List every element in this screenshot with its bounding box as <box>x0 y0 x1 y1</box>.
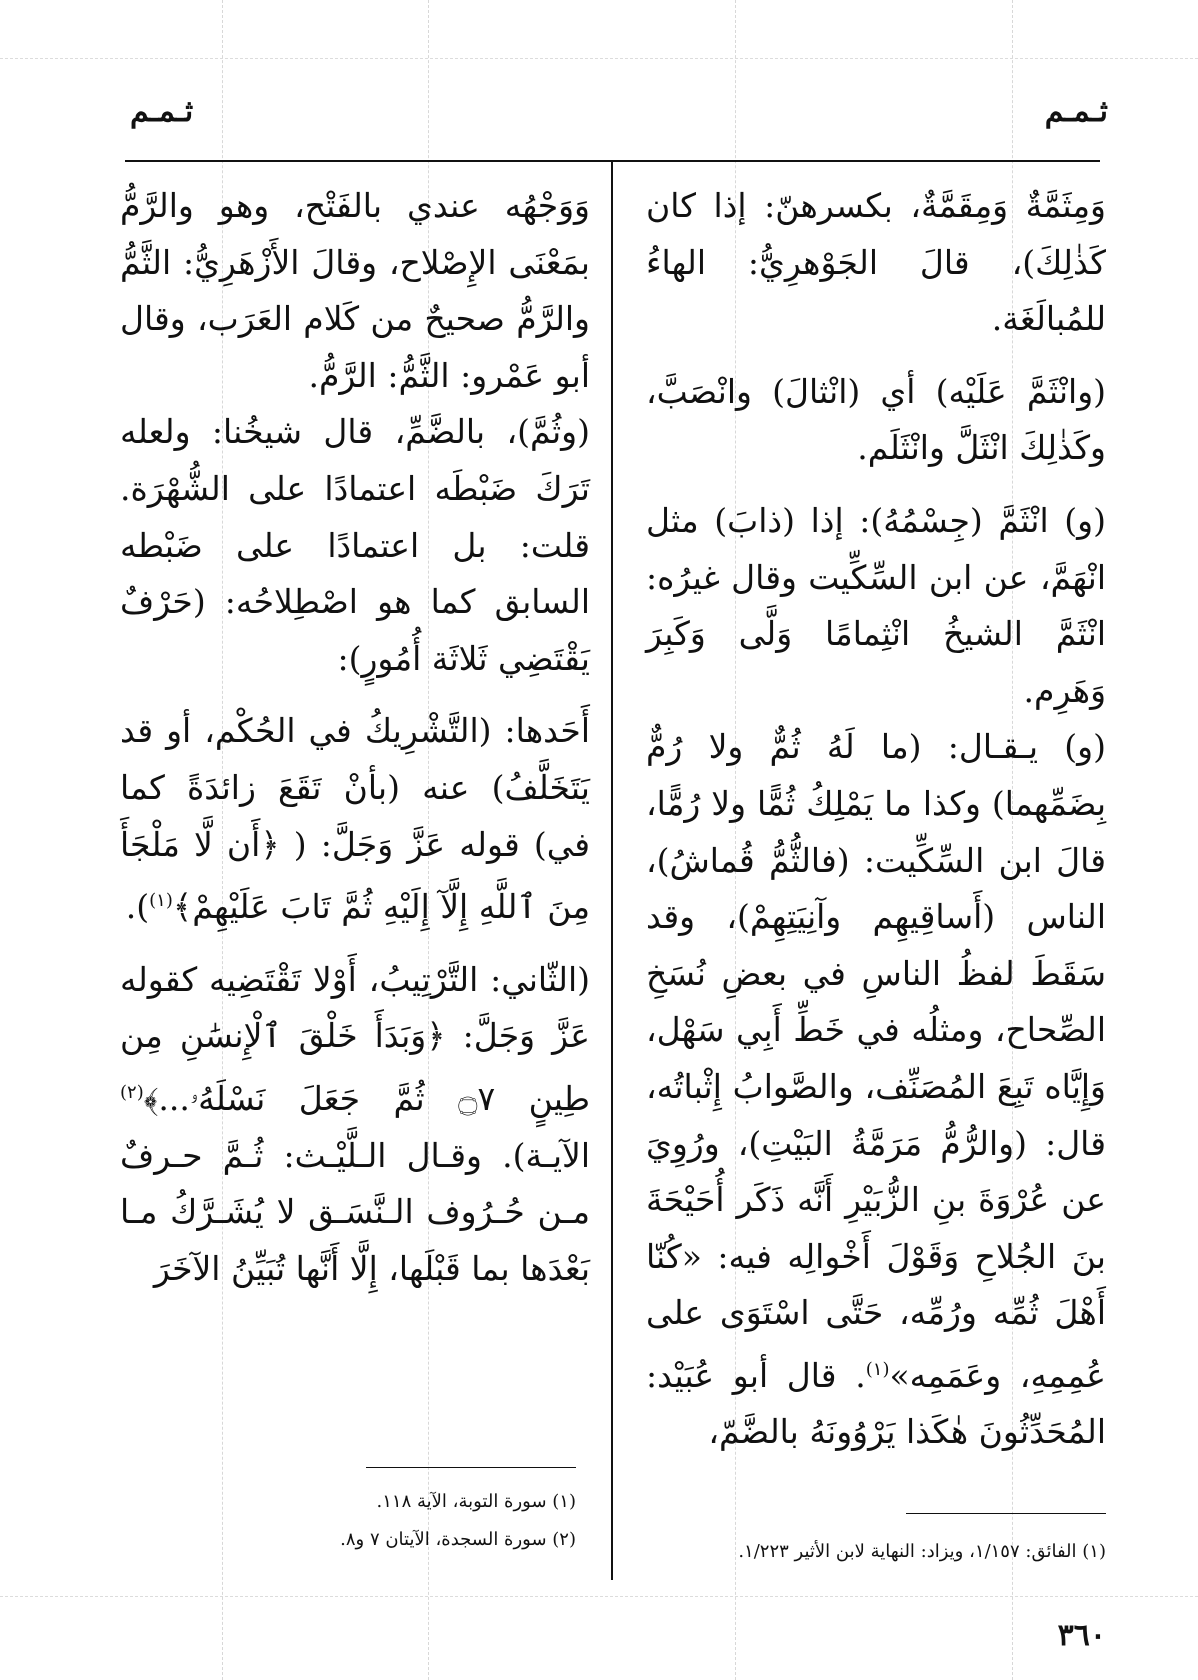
left-column <box>120 178 590 1297</box>
footnote-rule <box>906 1513 1106 1514</box>
page-number: ٣٦٠ <box>1057 1618 1106 1653</box>
running-head-right: ثـمـم <box>1044 94 1108 129</box>
paragraph-text: أَحَدها: (التَّشْرِيكُ في الحُكْم، أو قد يَتَخَلَّفُ) عنه (بأنْ تَقَعَ زائدَةً كما في) قوله عَزَّ وَجَلَّ: ( ﴿أَن لَّا مَلْجَأَ مِنَ ٱللَّهِ إِلَّآ إِلَيْهِ ثُمَّ تَابَ عَلَيْهِمْ﴾ <box>120 711 590 927</box>
right-column <box>646 178 1106 1461</box>
running-head-left: ثـمـم <box>130 94 194 129</box>
column-divider <box>611 160 613 1580</box>
footnote-marker: (١) <box>865 1358 890 1380</box>
scan-guide-line <box>0 58 1198 59</box>
footnote-marker: (١) <box>149 890 173 912</box>
scan-guide-line <box>0 1596 1198 1597</box>
paragraph: (وثُمَّ)، بالضَّمِّ، قال شيخُنا: ولعله تَرَكَ ضَبْطَه اعتمادًا على الشُّهْرَة. قلت: بل اعتمادًا على ضَبْطه السابق كما هو اصْطِلاحُه: (حَرْفٌ يَقْتَضِي ثَلاثَة أُمُورٍ): <box>120 412 590 678</box>
footnote: (٢) سورة السجدة، الآيتان ٧ و٨. <box>340 1529 576 1550</box>
paragraph: وَوَجْهُه عندي بالفَتْح، وهو والرَّمُّ بمَعْنَى الإِصْلاح، وقالَ الأَزْهَرِيُّ: الثَّمُّ والرَّمُّ صحيحٌ من كَلام العَرَب، وقال أبو عَمْرو: الثَّمُّ: الرَّمُّ. <box>120 186 590 395</box>
paragraph-text: الآيـة). وقـال الـلَّيْـث: ثُـمَّ حـرفٌ مـن حُـرُوف الـنَّسَـق لا يُشَـرَّكُ مـا بَعْدَها بما قَبْلَها، إِلَّا أَنَّها تُبَيِّنُ الآخَرَ <box>120 1135 590 1288</box>
paragraph-text: (و) يـقـال: (ما لَهُ ثُمٌّ ولا رُمٌّ بِضَمِّهما) وكذا ما يَمْلِكُ ثُمًّا ولا رُمًّا، قالَ ابن السِّكِّيت: (فالثُّمُّ قُماشُ)، الناس (أَساقِيهِم وآنِيَتِهِمْ)، وقد سَقَطَ لفظُ الناسِ في بعضِ نُسَخِ الصِّحاح، ومثلُه في خَطِّ أَبِي سَهْل، وَإِيَّاه تَبِعَ المُصَنِّف، والصَّوابُ إِثْباتُه، قال: (والرُّمُّ مَرَمَّةُ البَيْتِ)، ورُوِيَ عن عُرْوَةَ بنِ الزُّبَيْرِ أَنَّه ذَكَر أُحَيْحَةَ بنَ الجُلاحِ وَقَوْلَ أَخْوالِه فيه: «كُنّا أَهْلَ ثُمِّه ورُمِّه، حَتَّى اسْتَوَى على عُمِمِهِ، وعَمَمِه» <box>646 727 1106 1395</box>
paragraph: (و) يـقـال: (ما لَهُ ثُمٌّ ولا رُمٌّ بِضَمِّهما) وكذا ما يَمْلِكُ ثُمًّا ولا رُمًّا، قالَ ابن السِّكِّيت: (فالثُّمُّ قُماشُ)، الناس (أَساقِيهِم وآنِيَتِهِمْ)، وقد سَقَطَ لفظُ الناسِ في بعضِ نُسَخِ الصِّحاح، ومثلُه في خَطِّ أَبِي سَهْل، وَإِيَّاه تَبِعَ المُصَنِّف، والصَّوابُ إِثْباتُه، قال: (والرُّمُّ مَرَمَّةُ البَيْتِ)، ورُوِيَ عن عُرْوَةَ بنِ الزُّبَيْرِ أَنَّه ذَكَر أُحَيْحَةَ بنَ الجُلاحِ وَقَوْلَ أَخْوالِه فيه: «كُنّا أَهْلَ ثُمِّه ورُمِّه، حَتَّى اسْتَوَى على عُمِمِهِ، وعَمَمِه»$^{(١)}$. قال أبو عُبَيْد: المُحَدِّثُونَ هٰكَذا يَرْوُونَهُ بالضَّمّ، <box>646 727 1106 1452</box>
paragraph <box>120 952 590 1298</box>
footnote-rule <box>366 1467 576 1468</box>
paragraph: (و) انْثَمَّ (جِسْمُهُ): إذا (ذابَ) مثل انْهَمَّ، عن ابن السِّكِّيت وقال غيرُه: انْثَمَّ الشيخُ انْثِمامًا وَلَّى وَكَبِرَ وَهَرِم. <box>646 500 1106 710</box>
footnote: (١) سورة التوبة، الآية ١١٨. <box>376 1491 576 1512</box>
paragraph: وَمِثَمَّةٌ وَمِقَمَّةٌ، بكسرهنّ: إذا كان كَذٰلِكَ)، قالَ الجَوْهرِيُّ: الهاءُ للمُبالَغَة. <box>646 186 1106 339</box>
paragraph-text: (الثّاني: التَّرْتِيبُ، أَوْلا تَقْتَضِيه كقوله عَزَّ وَجَلَّ: ﴿وَبَدَأَ خَلْقَ ٱلْإِنسَٰنِ مِن طِينٍ ۝٧ ثُمَّ جَعَلَ نَسْلَهُۥ...﴾ <box>120 959 590 1118</box>
footnote-marker: (٢) <box>120 1081 144 1103</box>
footnote: (١) الفائق: ١/١٥٧، ويزاد: النهاية لابن الأثير ١/٢٢٣. <box>738 1541 1106 1562</box>
paragraph-text: ). <box>125 887 150 927</box>
paragraph-text: قال أبو عُبَيْد: المُحَدِّثُونَ هٰكَذا يَرْوُونَهُ بالضَّمّ، <box>646 1355 1106 1452</box>
paragraph <box>120 703 590 935</box>
paragraph: (وانْثَمَّ عَلَيْه) أي (انْثالَ) وانْصَبَّ، وكَذٰلِكَ انْثَلَّ وانْثَلَم. <box>646 371 1106 468</box>
